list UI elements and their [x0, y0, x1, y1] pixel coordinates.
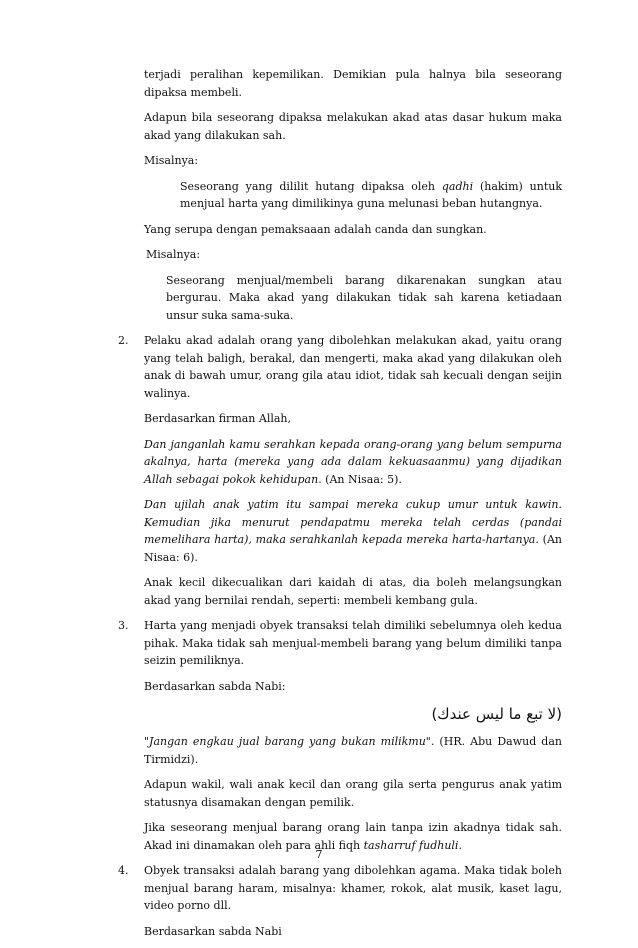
italic-term: tasharruf fudhuli — [363, 838, 459, 852]
list-number: 4. — [118, 864, 129, 877]
text-span: (hakim) untuk menjual harta yang dimilikinya guna melunasi beban hutangnya. — [180, 179, 562, 210]
paragraph: Berdasarkan sabda Nabi: — [144, 679, 286, 693]
hadith-quote: "Jangan engkau jual barang yang bukan milikmu". — [144, 735, 435, 748]
list-item-4 — [118, 862, 562, 915]
paragraph: terjadi peralihan kepemilikan. Demikian pula halnya bila seseorang dipaksa membeli. — [144, 68, 562, 99]
italic-term: qadhi — [441, 179, 474, 193]
quote-reference: (An Nisaa: 5). — [321, 472, 402, 486]
list-item-2 — [118, 332, 562, 402]
paragraph: Berdasarkan firman Allah, — [144, 412, 292, 425]
example-paragraph — [180, 178, 562, 213]
quote-reference: (An Nisaa: 6). — [144, 533, 562, 564]
paragraph: Misalnya: — [146, 248, 201, 261]
quran-quote: Dan ujilah anak yatim itu sampai mereka cukup umur untuk kawin. Kemudian jika menurut pendapatmu mereka telah cerdas (pandai memelihara harta), maka serahkanlah kepada mereka harta-hartanya. — [144, 498, 562, 546]
quran-quote: Dan janganlah kamu serahkan kepada orang-orang yang belum sempurna akalnya, harta (mereka yang ada dalam kekuasaanmu) yang dijadikan Allah sebagai pokok kehidupan. — [144, 437, 562, 486]
paragraph: Yang serupa dengan pemaksaaan adalah canda dan sungkan. — [144, 222, 487, 236]
list-text: Harta yang menjadi obyek transaksi telah dimiliki sebelumnya oleh kedua pihak. Maka tidak sah menjual-membeli barang yang belum dimiliki tanpa seizin pemiliknya. — [144, 619, 562, 667]
arabic-hadith: (لا تبع ما ليس عندك) — [431, 705, 562, 723]
quote-paragraph — [144, 496, 562, 566]
paragraph: Misalnya: — [144, 154, 199, 167]
page-number: 7 — [315, 848, 323, 861]
list-number: 2. — [118, 334, 129, 347]
text-span: Seseorang yang dililit hutang dipaksa oleh — [180, 179, 442, 193]
list-number: 3. — [118, 619, 129, 632]
list-text: Obyek transaksi adalah barang yang dibolehkan agama. Maka tidak boleh menjual barang haram, misalnya: khamer, rokok, alat musik, kaset lagu, video porno dll. — [144, 864, 562, 912]
text-span: Jika seseorang menjual barang orang lain tanpa izin akadnya tidak sah. Akad ini dinamakan oleh para ahli fiqh — [144, 821, 562, 852]
text-span: . — [458, 838, 462, 852]
quote-paragraph — [144, 436, 562, 489]
paragraph: Adapun wakil, wali anak kecil dan orang gila serta pengurus anak yatim statusnya disamakan dengan pemilik. — [144, 778, 562, 809]
list-item-3 — [118, 617, 562, 670]
hadith-reference: (HR. Abu Dawud dan Tirmidzi). — [144, 735, 562, 766]
paragraph: Anak kecil dikecualikan dari kaidah di atas, dia boleh melangsungkan akad yang bernilai rendah, seperti: membeli kembang gula. — [144, 576, 562, 607]
page-body — [118, 66, 562, 948]
list-text: Pelaku akad adalah orang yang dibolehkan melakukan akad, yaitu orang yang telah baligh, berakal, dan mengerti, maka akad yang dilakukan oleh anak di bawah umur, orang gila atau idiot, tidak sah kecuali dengan seijin walinya. — [144, 334, 562, 400]
paragraph: Berdasarkan sabda Nabi — [144, 924, 282, 938]
hadith-translation — [144, 733, 562, 768]
example-paragraph: Seseorang menjual/membeli barang dikarenakan sungkan atau bergurau. Maka akad yang dilakukan tidak sah karena ketiadaan unsur suka sama-suka. — [166, 273, 562, 322]
paragraph: Adapun bila seseorang dipaksa melakukan akad atas dasar hukum maka akad yang dilakukan sah. — [144, 111, 562, 142]
